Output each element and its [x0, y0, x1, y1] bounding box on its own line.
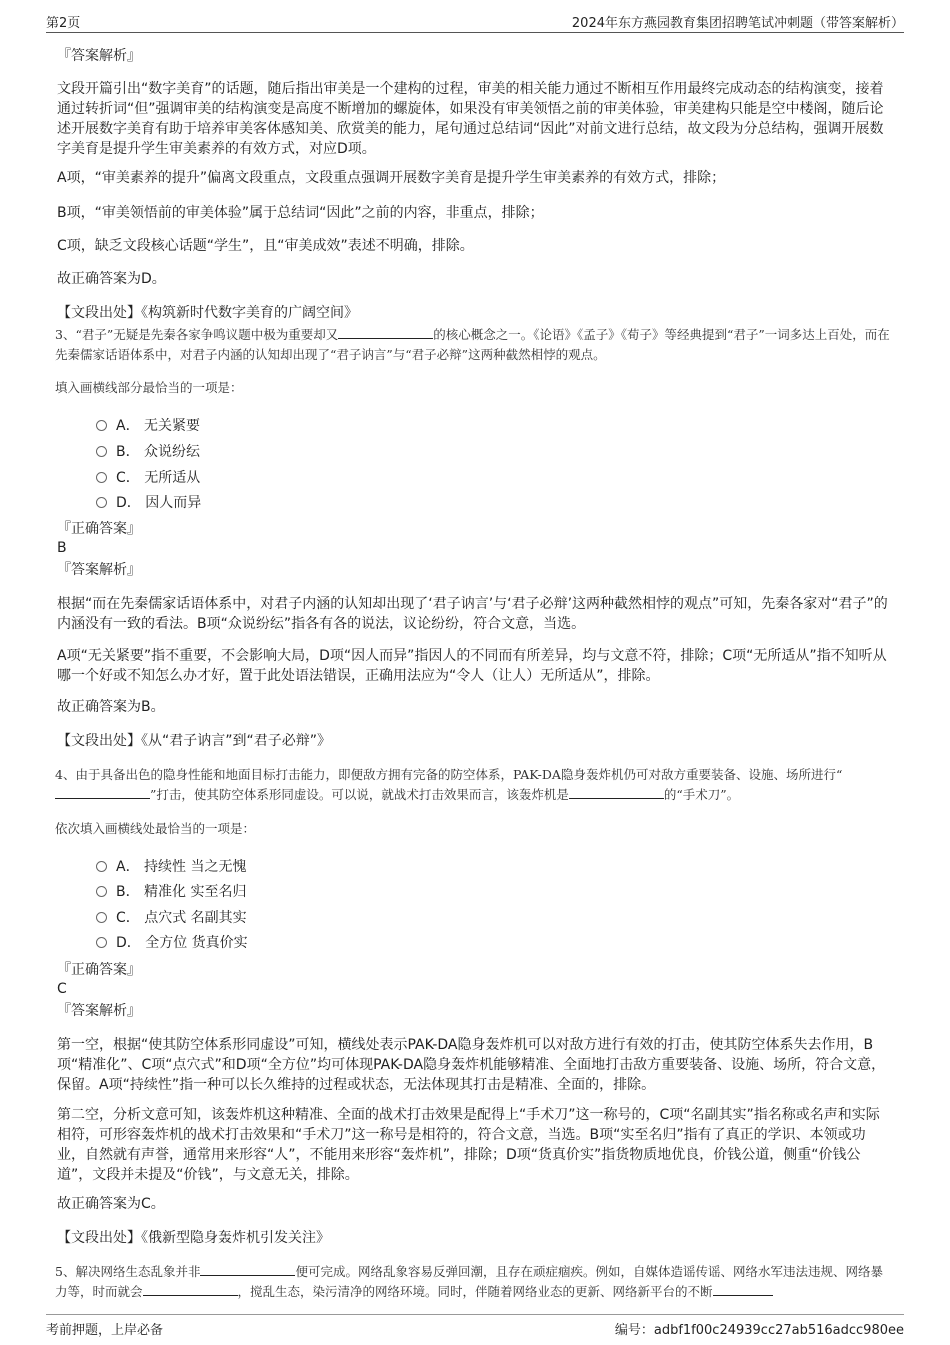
- page-footer: [46, 1314, 904, 1338]
- passage-source: 【文段出处】《俄新型隐身轰炸机引发关注》: [57, 1230, 330, 1246]
- radio-icon[interactable]: [96, 861, 107, 872]
- passage-source: 【文段出处】《构筑新时代数字美育的广阔空间》: [57, 305, 358, 321]
- radio-icon[interactable]: [96, 497, 107, 508]
- footer-slogan: 考前押题，上岸必备: [46, 1323, 164, 1338]
- fill-blank: [338, 326, 433, 339]
- radio-icon[interactable]: [96, 420, 107, 431]
- question-prompt: 依次填入画横线处最恰当的一项是：: [55, 821, 256, 836]
- radio-icon[interactable]: [96, 886, 107, 897]
- passage-source: 【文段出处】《从“君子讷言”到“君子必辩”》: [57, 733, 332, 749]
- answer-conclusion: 故正确答案为D。: [57, 271, 166, 287]
- option-b[interactable]: B． 众说纷纭: [96, 443, 200, 461]
- analysis-label: 『答案解析』: [57, 1003, 141, 1019]
- fill-blank: [713, 1283, 773, 1296]
- correct-answer-label: 『正确答案』: [57, 962, 141, 978]
- analysis-paragraph: 根据“而在先秦儒家话语体系中，对君子内涵的认知却出现了‘君子讷言’与‘君子必辩’这两种截然相悖的观点”可知，先秦各家对“君子”的内涵没有一致的看法。B项“众说纷纭”指各有各的说法，议论纷纷，符合文意，当选。: [57, 596, 888, 632]
- radio-icon[interactable]: [96, 446, 107, 457]
- radio-icon[interactable]: [96, 472, 107, 483]
- document-id: 编号：adbf1f00c24939cc27ab516adcc980ee: [614, 1323, 904, 1338]
- analysis-paragraph: B项，“审美领悟前的审美体验”属于总结词“因此”之前的内容，非重点，排除；: [57, 205, 544, 221]
- page-header: [46, 10, 904, 33]
- analysis-label: 『答案解析』: [57, 48, 141, 64]
- option-c[interactable]: C． 无所适从: [96, 469, 200, 487]
- analysis-paragraph: C项，缺乏文段核心话题“学生”，且“审美成效”表述不明确，排除。: [57, 238, 474, 254]
- radio-icon[interactable]: [96, 912, 107, 923]
- radio-icon[interactable]: [96, 937, 107, 948]
- page-number: 第2页: [46, 16, 81, 31]
- correct-answer: C: [57, 981, 67, 997]
- option-c[interactable]: C． 点穴式 名副其实: [96, 909, 247, 927]
- option-a[interactable]: A． 无关紧要: [96, 417, 200, 435]
- question-stem: 4、由于具备出色的隐身性能和地面目标打击能力，即便敌方拥有完备的防空体系，PAK-DA隐身轰炸机仍可对敌方重要装备、设施、场所进行“”打击，使其防空体系形同虚设。可以说，就战术打击效果而言，该轰炸机是 的“手术刀”。: [55, 767, 843, 802]
- answer-conclusion: 故正确答案为B。: [57, 699, 165, 715]
- correct-answer: B: [57, 540, 67, 556]
- fill-blank: [55, 786, 150, 799]
- fill-blank: [143, 1283, 238, 1296]
- fill-blank: [569, 786, 664, 799]
- option-a[interactable]: A． 持续性 当之无愧: [96, 858, 246, 876]
- document-title: 2024年东方燕园教育集团招聘笔试冲刺题（带答案解析）: [571, 16, 904, 31]
- option-d[interactable]: D． 因人而异: [96, 494, 201, 512]
- answer-conclusion: 故正确答案为C。: [57, 1196, 165, 1212]
- analysis-paragraph: 第二空，分析文意可知，该轰炸机这种精准、全面的战术打击效果是配得上“手术刀”这一称号的，C项“名副其实”指名称或名声和实际相符，可形容轰炸机的战术打击效果和“手术刀”这一称号是相符的，符合文意，当选。B项“实至名归”指有了真正的学识、本领或功业，自然就有声誉，通常用来形容“人”，不能用来形容“轰炸机”，排除；D项“货真价实”指货物质地优良，价钱公道，侧重“价钱公道”，文段并未提及“价钱”，与文意无关，排除。: [57, 1107, 880, 1183]
- correct-answer-label: 『正确答案』: [57, 521, 141, 537]
- analysis-paragraph: A项“无关紧要”指不重要，不会影响大局，D项“因人而异”指因人的不同而有所差异，均与文意不符，排除；C项“无所适从”指不知听从哪一个好或不知怎么办才好，置于此处语法错误，正确用法应为“令人（让人）无所适从”，排除。: [57, 648, 887, 684]
- analysis-paragraph: 第一空，根据“使其防空体系形同虚设”可知，横线处表示PAK-DA隐身轰炸机可以对敌方进行有效的打击，使其防空体系失去作用，B项“精准化”、C项“点穴式”和D项“全方位”均可体现PAK-DA隐身轰炸机能够精准、全面地打击敌方重要装备、设施、场所，符合文意，保留。A项“持续性”指一种可以长久维持的过程或状态，无法体现其打击是精准、全面的，排除。: [57, 1037, 886, 1093]
- analysis-label: 『答案解析』: [57, 562, 141, 578]
- option-d[interactable]: D． 全方位 货真价实: [96, 934, 248, 952]
- question-stem: 5、解决网络生态乱象并非 便可完成。网络乱象容易反弹回潮，且存在顽症痼疾。例如，自媒体造谣传谣、网络水军违法违规、网络暴力等，时而就会 ，搅乱生态，染污清净的网络环境。同时，伴随着网络业态的更新、网络新平台的不断: [55, 1264, 883, 1299]
- question-prompt: 填入画横线部分最恰当的一项是：: [55, 380, 243, 395]
- fill-blank: [200, 1263, 295, 1276]
- analysis-paragraph: A项，“审美素养的提升”偏离文段重点，文段重点强调开展数字美育是提升学生审美素养的有效方式，排除；: [57, 170, 726, 186]
- option-b[interactable]: B． 精准化 实至名归: [96, 883, 247, 901]
- analysis-paragraph: 文段开篇引出“数字美育”的话题，随后指出审美是一个建构的过程，审美的相关能力通过不断相互作用最终完成动态的结构演变，接着通过转折词“但”强调审美的结构演变是高度不断增加的螺旋体，如果没有审美领悟之前的审美体验，审美建构只能是空中楼阁，随后论述开展数字美育有助于培养审美客体感知美、欣赏美的能力，尾句通过总结词“因此”对前文进行总结，故文段为分总结构，强调开展数字美育是提升学生审美素养的有效方式，对应D项。: [57, 81, 884, 157]
- question-stem: 3、“君子”无疑是先秦各家争鸣议题中极为重要却又 的核心概念之一。《论语》《孟子》《荀子》等经典提到“君子”一词多达上百处，而在先秦儒家话语体系中，对君子内涵的认知却出现了“君子讷言”与“君子必辩”这两种截然相悖的观点。: [55, 327, 890, 362]
